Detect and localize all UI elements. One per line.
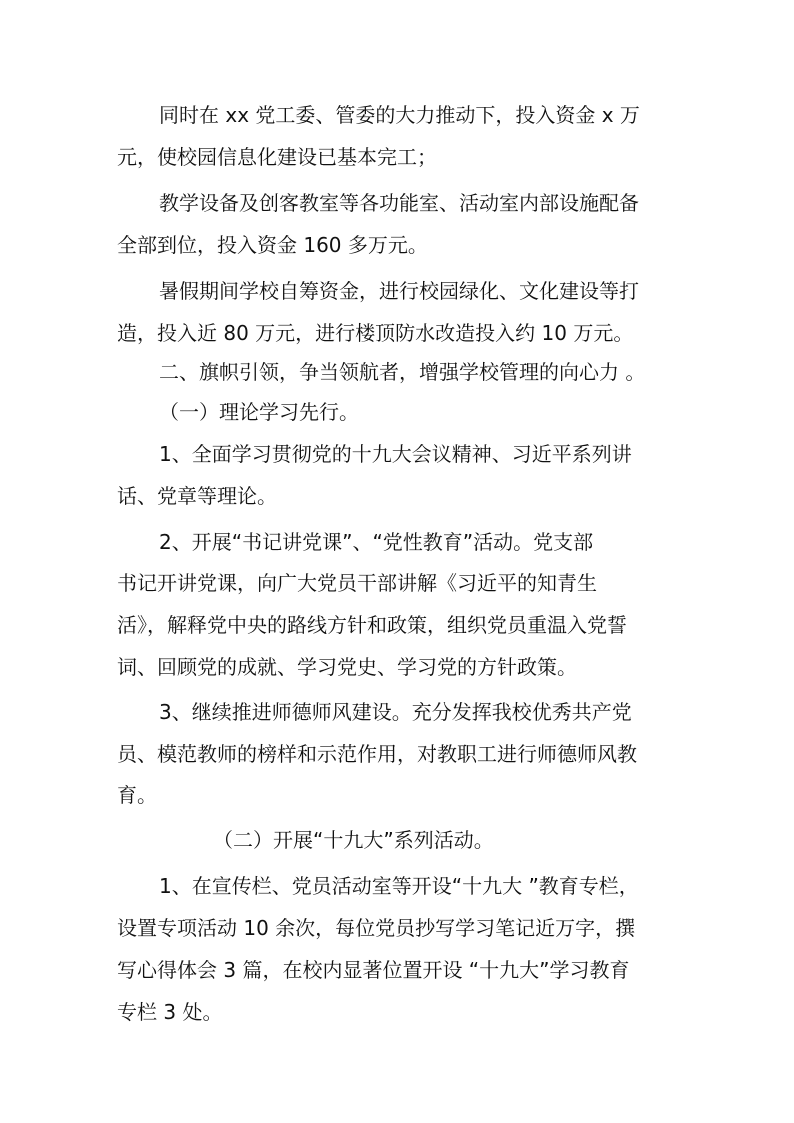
paragraph-line: 1、在宣传栏、党员活动室等开设“十九大 ”教育专栏，: [159, 874, 639, 898]
paragraph-line: 造，投入近 80 万元，进行楼顶防水改造投入约 10 万元。: [117, 321, 634, 345]
paragraph-line: 2、开展“书记讲党课”、“党性教育”活动。党支部: [159, 530, 594, 554]
paragraph-line: 暑假期间学校自筹资金，进行校园绿化、文化建设等打: [159, 279, 639, 303]
paragraph-line: 写心得体会 3 篇，在校内显著位置开设 “十九大”学习教育: [117, 958, 630, 982]
paragraph-line: 育。: [117, 783, 157, 807]
section-heading: 二、旗帜引领，争当领航者，增强学校管理的向心力 。: [159, 360, 646, 384]
paragraph-line: 3、继续推进师德师风建设。充分发挥我校优秀共产党: [159, 700, 632, 724]
paragraph-line: 教学设备及创客教室等各功能室、活动室内部设施配备: [159, 191, 639, 215]
paragraph-line: 员、模范教师的榜样和示范作用，对教职工进行师德师风教: [117, 742, 637, 766]
paragraph-line: 同时在 xx 党工委、管委的大力推动下，投入资金 x 万: [159, 103, 640, 127]
paragraph-line: 1、全面学习贯彻党的十九大会议精神、习近平系列讲: [159, 442, 632, 466]
paragraph-line: 元，使校园信息化建设已基本完工；: [117, 145, 437, 169]
paragraph-line: 专栏 3 处。: [117, 1000, 223, 1024]
subsection-heading: （一）理论学习先行。: [159, 400, 359, 424]
paragraph-line: 活》，解释党中央的路线方针和政策，组织党员重温入党誓: [117, 613, 627, 637]
paragraph-line: 设置专项活动 10 余次，每位党员抄写学习笔记近万字，撰: [117, 916, 636, 940]
paragraph-line: 书记开讲党课，向广大党员干部讲解《习近平的知青生: [117, 571, 597, 595]
paragraph-line: 话、党章等理论。: [117, 484, 277, 508]
subsection-heading: （二）开展“十九大”系列活动。: [213, 828, 494, 852]
paragraph-line: 词、回顾党的成就、学习党史、学习党的方针政策。: [117, 655, 577, 679]
paragraph-line: 全部到位，投入资金 160 多万元。: [117, 233, 428, 257]
